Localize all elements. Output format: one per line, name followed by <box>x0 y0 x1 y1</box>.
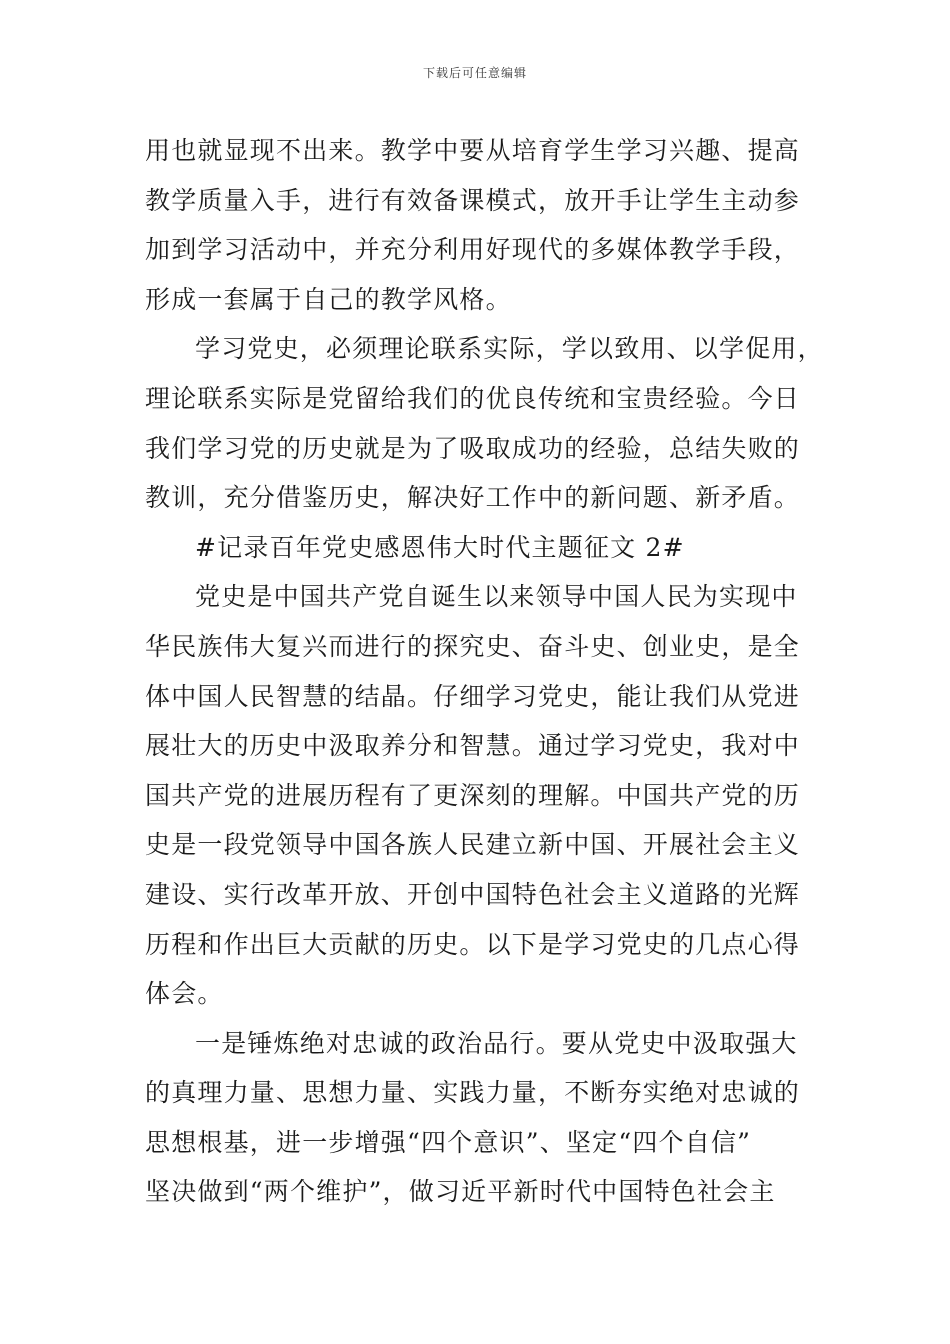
text-line: 加到学习活动中，并充分利用好现代的多媒体教学手段， <box>145 235 801 265</box>
text-line: 国共产党的进展历程有了更深刻的理解。中国共产党的历 <box>145 780 801 810</box>
text-line: 的真理力量、思想力量、实践力量，不断夯实绝对忠诚的 <box>145 1078 801 1108</box>
text-line: 体会。 <box>145 979 224 1009</box>
page-header: 下载后可任意编辑 <box>422 66 527 80</box>
text-line: 形成一套属于自己的教学风格。 <box>145 284 512 314</box>
text-line: 史是一段党领导中国各族人民建立新中国、开展社会主义 <box>145 830 801 860</box>
text-line: 教训，充分借鉴历史，解决好工作中的新问题、新矛盾。 <box>145 483 801 513</box>
paragraph-start-line: 党史是中国共产党自诞生以来领导中国人民为实现中 <box>195 582 798 612</box>
text-line: 华民族伟大复兴而进行的探究史、奋斗史、创业史，是全 <box>145 631 801 661</box>
paragraph-start-line: 学习党史，必须理论联系实际，学以致用、以学促用， <box>195 334 824 364</box>
text-line: 坚决做到“两个维护”，做习近平新时代中国特色社会主 <box>145 1177 776 1207</box>
text-line: 体中国人民智慧的结晶。仔细学习党史，能让我们从党进 <box>145 681 801 711</box>
paragraph-start-line: 一是锤炼绝对忠诚的政治品行。要从党史中汲取强大 <box>195 1028 798 1058</box>
document-body <box>145 126 824 1217</box>
text-line: 展壮大的历史中汲取养分和智慧。通过学习党史，我对中 <box>145 731 801 761</box>
text-line: 理论联系实际是党留给我们的优良传统和宝贵经验。今日 <box>145 383 801 413</box>
text-line: 我们学习党的历史就是为了吸取成功的经验，总结失败的 <box>145 433 801 463</box>
section-heading: #记录百年党史感恩伟大时代主题征文 2# <box>195 532 685 562</box>
text-line: 用也就显现不出来。教学中要从培育学生学习兴趣、提高 <box>145 136 801 165</box>
text-line: 教学质量入手，进行有效备课模式，放开手让学生主动参 <box>145 185 801 215</box>
text-line: 建设、实行改革开放、开创中国特色社会主义道路的光辉 <box>145 879 801 909</box>
text-line: 思想根基，进一步增强“四个意识”、坚定“四个自信” <box>145 1127 752 1157</box>
text-line: 历程和作出巨大贡献的历史。以下是学习党史的几点心得 <box>145 929 801 959</box>
